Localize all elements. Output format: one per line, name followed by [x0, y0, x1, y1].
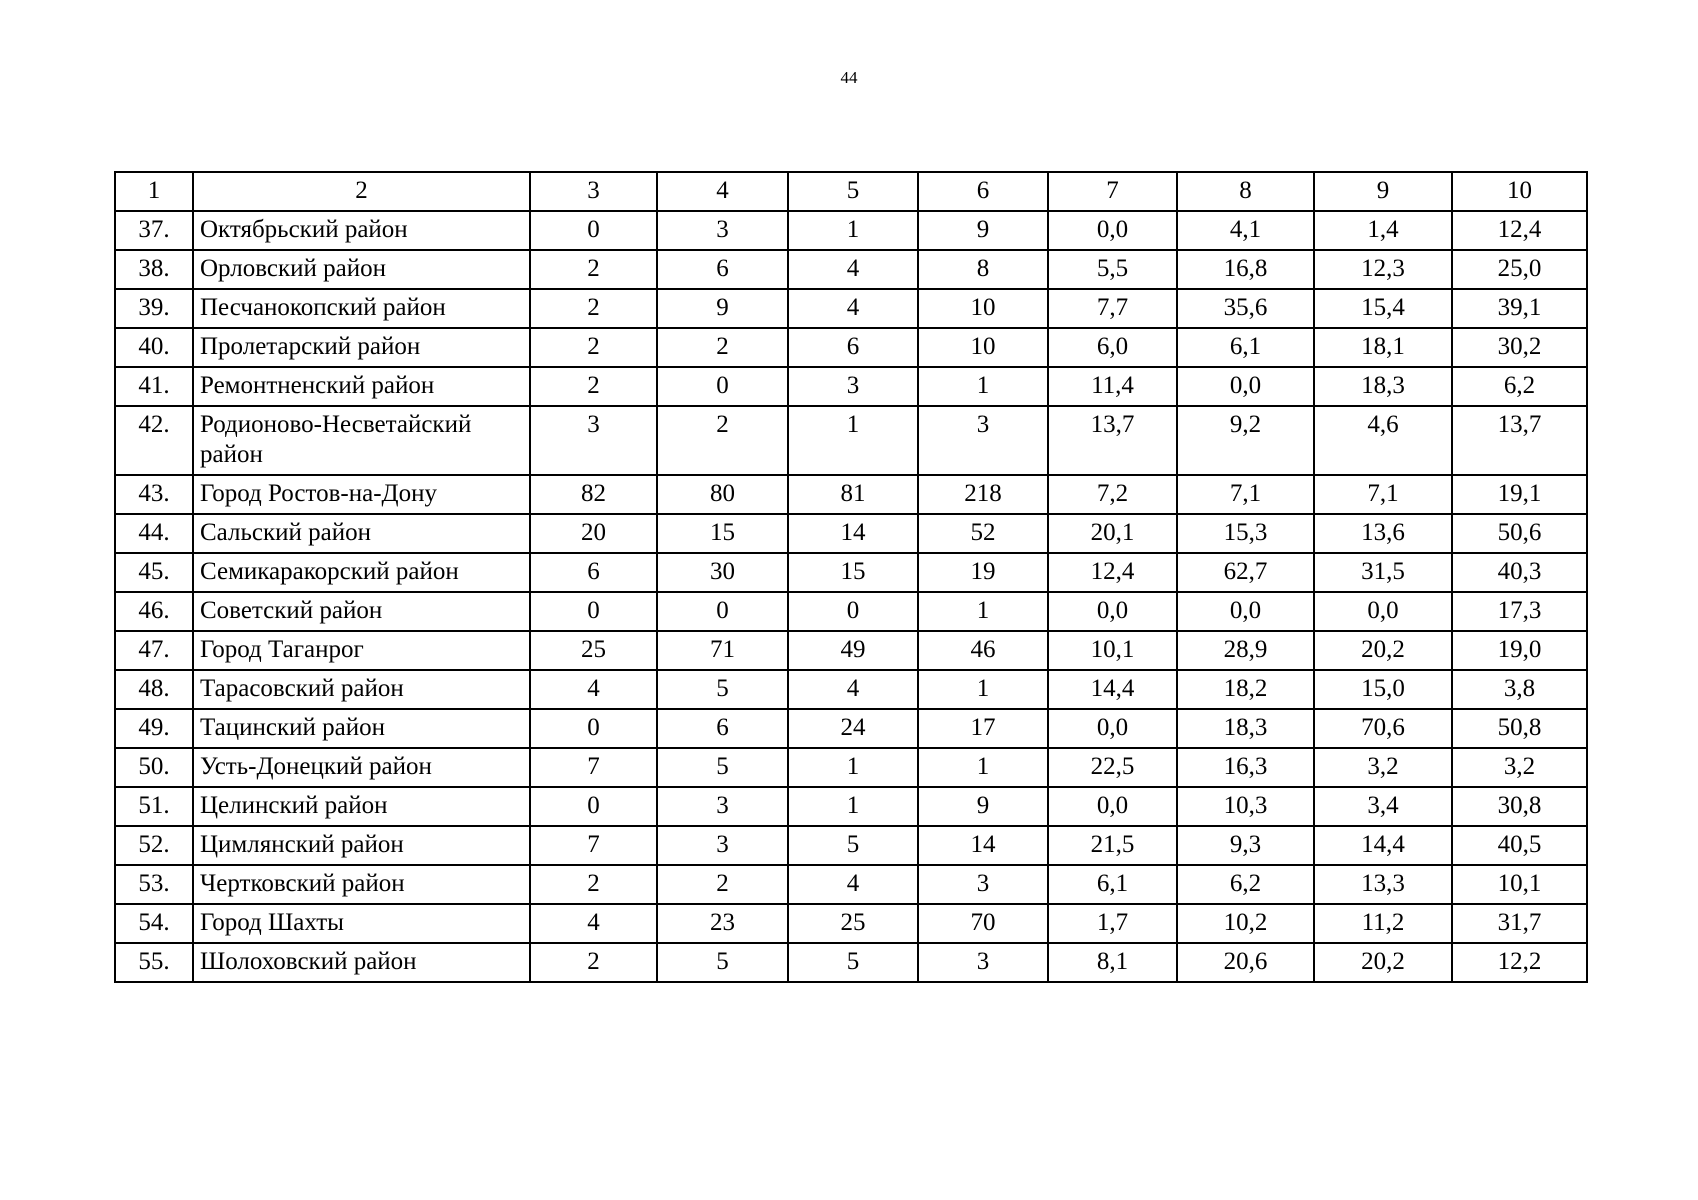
- value-col-7-cell: 5,5: [1048, 250, 1177, 289]
- value-col-4-cell: 0: [657, 592, 788, 631]
- value-col-7-cell: 21,5: [1048, 826, 1177, 865]
- column-header-4: 4: [657, 172, 788, 211]
- column-header-1: 1: [115, 172, 193, 211]
- value-col-3-cell: 2: [530, 865, 657, 904]
- table-row: [115, 631, 1587, 670]
- value-col-5-cell: 81: [788, 475, 918, 514]
- value-col-9-cell: 20,2: [1314, 943, 1452, 982]
- value-col-8-cell: 18,3: [1177, 709, 1314, 748]
- row-number-cell: 55.: [115, 943, 193, 982]
- district-name-cell: Целинский район: [193, 787, 530, 826]
- value-col-9-cell: 3,2: [1314, 748, 1452, 787]
- district-name-cell: Чертковский район: [193, 865, 530, 904]
- district-name-cell: Октябрьский район: [193, 211, 530, 250]
- column-header-2: 2: [193, 172, 530, 211]
- column-header-10: 10: [1452, 172, 1587, 211]
- value-col-6-cell: 218: [918, 475, 1048, 514]
- value-col-5-cell: 14: [788, 514, 918, 553]
- value-col-8-cell: 0,0: [1177, 592, 1314, 631]
- row-number-cell: 48.: [115, 670, 193, 709]
- value-col-4-cell: 3: [657, 826, 788, 865]
- district-name-cell: Песчанокопский район: [193, 289, 530, 328]
- value-col-9-cell: 13,6: [1314, 514, 1452, 553]
- table-row: [115, 553, 1587, 592]
- district-name-cell: Сальский район: [193, 514, 530, 553]
- district-name-cell: Родионово-Несветайский район: [193, 406, 530, 475]
- row-number-cell: 38.: [115, 250, 193, 289]
- value-col-10-cell: 40,3: [1452, 553, 1587, 592]
- value-col-10-cell: 39,1: [1452, 289, 1587, 328]
- district-name-cell: Семикаракорский район: [193, 553, 530, 592]
- value-col-7-cell: 0,0: [1048, 787, 1177, 826]
- value-col-3-cell: 4: [530, 904, 657, 943]
- district-name-cell: Тарасовский район: [193, 670, 530, 709]
- row-number-cell: 37.: [115, 211, 193, 250]
- value-col-6-cell: 14: [918, 826, 1048, 865]
- value-col-4-cell: 5: [657, 943, 788, 982]
- row-number-cell: 46.: [115, 592, 193, 631]
- table-row: [115, 250, 1587, 289]
- value-col-6-cell: 46: [918, 631, 1048, 670]
- value-col-7-cell: 10,1: [1048, 631, 1177, 670]
- row-number-cell: 49.: [115, 709, 193, 748]
- value-col-10-cell: 30,8: [1452, 787, 1587, 826]
- table-row: [115, 826, 1587, 865]
- value-col-7-cell: 11,4: [1048, 367, 1177, 406]
- value-col-4-cell: 0: [657, 367, 788, 406]
- value-col-8-cell: 15,3: [1177, 514, 1314, 553]
- value-col-5-cell: 4: [788, 250, 918, 289]
- value-col-10-cell: 3,2: [1452, 748, 1587, 787]
- value-col-7-cell: 7,7: [1048, 289, 1177, 328]
- value-col-6-cell: 1: [918, 670, 1048, 709]
- table-row: [115, 475, 1587, 514]
- value-col-10-cell: 30,2: [1452, 328, 1587, 367]
- value-col-10-cell: 13,7: [1452, 406, 1587, 475]
- value-col-10-cell: 40,5: [1452, 826, 1587, 865]
- value-col-3-cell: 2: [530, 367, 657, 406]
- value-col-7-cell: 6,0: [1048, 328, 1177, 367]
- value-col-4-cell: 71: [657, 631, 788, 670]
- row-number-cell: 54.: [115, 904, 193, 943]
- value-col-7-cell: 7,2: [1048, 475, 1177, 514]
- value-col-5-cell: 4: [788, 289, 918, 328]
- table-row: [115, 514, 1587, 553]
- value-col-9-cell: 14,4: [1314, 826, 1452, 865]
- value-col-6-cell: 9: [918, 211, 1048, 250]
- value-col-4-cell: 2: [657, 865, 788, 904]
- table-row: [115, 367, 1587, 406]
- value-col-10-cell: 12,4: [1452, 211, 1587, 250]
- value-col-8-cell: 10,2: [1177, 904, 1314, 943]
- value-col-5-cell: 0: [788, 592, 918, 631]
- row-number-cell: 47.: [115, 631, 193, 670]
- row-number-cell: 41.: [115, 367, 193, 406]
- data-table: [114, 171, 1588, 983]
- table-row: [115, 406, 1587, 475]
- table-row: [115, 328, 1587, 367]
- row-number-cell: 45.: [115, 553, 193, 592]
- value-col-4-cell: 5: [657, 748, 788, 787]
- value-col-9-cell: 15,0: [1314, 670, 1452, 709]
- value-col-4-cell: 3: [657, 211, 788, 250]
- row-number-cell: 40.: [115, 328, 193, 367]
- value-col-6-cell: 19: [918, 553, 1048, 592]
- value-col-5-cell: 5: [788, 826, 918, 865]
- value-col-9-cell: 18,1: [1314, 328, 1452, 367]
- value-col-5-cell: 1: [788, 406, 918, 475]
- column-header-8: 8: [1177, 172, 1314, 211]
- value-col-5-cell: 4: [788, 865, 918, 904]
- value-col-6-cell: 8: [918, 250, 1048, 289]
- column-header-3: 3: [530, 172, 657, 211]
- value-col-9-cell: 13,3: [1314, 865, 1452, 904]
- value-col-7-cell: 0,0: [1048, 592, 1177, 631]
- district-name-cell: Усть-Донецкий район: [193, 748, 530, 787]
- district-name-cell: Город Шахты: [193, 904, 530, 943]
- value-col-5-cell: 3: [788, 367, 918, 406]
- value-col-4-cell: 6: [657, 709, 788, 748]
- value-col-4-cell: 9: [657, 289, 788, 328]
- value-col-4-cell: 80: [657, 475, 788, 514]
- row-number-cell: 42.: [115, 406, 193, 475]
- value-col-10-cell: 19,0: [1452, 631, 1587, 670]
- value-col-9-cell: 70,6: [1314, 709, 1452, 748]
- value-col-3-cell: 0: [530, 787, 657, 826]
- value-col-6-cell: 52: [918, 514, 1048, 553]
- value-col-7-cell: 14,4: [1048, 670, 1177, 709]
- value-col-3-cell: 2: [530, 328, 657, 367]
- table-body: [115, 211, 1587, 982]
- value-col-5-cell: 5: [788, 943, 918, 982]
- value-col-4-cell: 3: [657, 787, 788, 826]
- row-number-cell: 43.: [115, 475, 193, 514]
- table-row: [115, 865, 1587, 904]
- value-col-8-cell: 6,1: [1177, 328, 1314, 367]
- column-header-6: 6: [918, 172, 1048, 211]
- value-col-9-cell: 11,2: [1314, 904, 1452, 943]
- district-name-cell: Орловский район: [193, 250, 530, 289]
- value-col-6-cell: 10: [918, 289, 1048, 328]
- table-header: [115, 172, 1587, 211]
- value-col-3-cell: 20: [530, 514, 657, 553]
- value-col-9-cell: 31,5: [1314, 553, 1452, 592]
- value-col-6-cell: 3: [918, 865, 1048, 904]
- value-col-6-cell: 1: [918, 748, 1048, 787]
- table-row: [115, 943, 1587, 982]
- value-col-6-cell: 10: [918, 328, 1048, 367]
- value-col-3-cell: 2: [530, 250, 657, 289]
- district-name-cell: Город Ростов-на-Дону: [193, 475, 530, 514]
- value-col-7-cell: 0,0: [1048, 709, 1177, 748]
- table-row: [115, 748, 1587, 787]
- value-col-7-cell: 13,7: [1048, 406, 1177, 475]
- value-col-4-cell: 30: [657, 553, 788, 592]
- row-number-cell: 51.: [115, 787, 193, 826]
- value-col-8-cell: 20,6: [1177, 943, 1314, 982]
- value-col-9-cell: 12,3: [1314, 250, 1452, 289]
- value-col-5-cell: 1: [788, 211, 918, 250]
- column-header-9: 9: [1314, 172, 1452, 211]
- value-col-5-cell: 15: [788, 553, 918, 592]
- page-number: 44: [840, 68, 858, 87]
- district-name-cell: Пролетарский район: [193, 328, 530, 367]
- value-col-5-cell: 1: [788, 787, 918, 826]
- value-col-4-cell: 15: [657, 514, 788, 553]
- district-name-cell: Советский район: [193, 592, 530, 631]
- value-col-6-cell: 17: [918, 709, 1048, 748]
- value-col-10-cell: 10,1: [1452, 865, 1587, 904]
- value-col-3-cell: 6: [530, 553, 657, 592]
- value-col-9-cell: 1,4: [1314, 211, 1452, 250]
- value-col-4-cell: 5: [657, 670, 788, 709]
- value-col-9-cell: 3,4: [1314, 787, 1452, 826]
- value-col-3-cell: 0: [530, 592, 657, 631]
- table-row: [115, 904, 1587, 943]
- value-col-8-cell: 16,3: [1177, 748, 1314, 787]
- column-header-5: 5: [788, 172, 918, 211]
- value-col-3-cell: 7: [530, 748, 657, 787]
- column-header-7: 7: [1048, 172, 1177, 211]
- table-row: [115, 787, 1587, 826]
- value-col-5-cell: 6: [788, 328, 918, 367]
- value-col-10-cell: 6,2: [1452, 367, 1587, 406]
- value-col-8-cell: 16,8: [1177, 250, 1314, 289]
- value-col-9-cell: 20,2: [1314, 631, 1452, 670]
- header-row: [115, 172, 1587, 211]
- value-col-3-cell: 2: [530, 943, 657, 982]
- row-number-cell: 53.: [115, 865, 193, 904]
- value-col-10-cell: 12,2: [1452, 943, 1587, 982]
- value-col-10-cell: 50,8: [1452, 709, 1587, 748]
- value-col-3-cell: 0: [530, 709, 657, 748]
- value-col-10-cell: 17,3: [1452, 592, 1587, 631]
- value-col-10-cell: 31,7: [1452, 904, 1587, 943]
- value-col-3-cell: 4: [530, 670, 657, 709]
- value-col-7-cell: 6,1: [1048, 865, 1177, 904]
- row-number-cell: 52.: [115, 826, 193, 865]
- table-row: [115, 670, 1587, 709]
- value-col-10-cell: 19,1: [1452, 475, 1587, 514]
- value-col-6-cell: 1: [918, 592, 1048, 631]
- value-col-4-cell: 2: [657, 328, 788, 367]
- value-col-5-cell: 1: [788, 748, 918, 787]
- district-name-cell: Город Таганрог: [193, 631, 530, 670]
- value-col-6-cell: 70: [918, 904, 1048, 943]
- value-col-5-cell: 25: [788, 904, 918, 943]
- district-name-cell: Ремонтненский район: [193, 367, 530, 406]
- value-col-10-cell: 25,0: [1452, 250, 1587, 289]
- table-row: [115, 592, 1587, 631]
- value-col-8-cell: 9,3: [1177, 826, 1314, 865]
- value-col-4-cell: 23: [657, 904, 788, 943]
- value-col-8-cell: 62,7: [1177, 553, 1314, 592]
- value-col-8-cell: 4,1: [1177, 211, 1314, 250]
- row-number-cell: 39.: [115, 289, 193, 328]
- value-col-8-cell: 10,3: [1177, 787, 1314, 826]
- value-col-3-cell: 82: [530, 475, 657, 514]
- value-col-4-cell: 2: [657, 406, 788, 475]
- value-col-6-cell: 3: [918, 406, 1048, 475]
- value-col-3-cell: 25: [530, 631, 657, 670]
- value-col-7-cell: 0,0: [1048, 211, 1177, 250]
- value-col-8-cell: 7,1: [1177, 475, 1314, 514]
- value-col-4-cell: 6: [657, 250, 788, 289]
- value-col-9-cell: 18,3: [1314, 367, 1452, 406]
- value-col-7-cell: 1,7: [1048, 904, 1177, 943]
- value-col-10-cell: 3,8: [1452, 670, 1587, 709]
- table-row: [115, 211, 1587, 250]
- value-col-5-cell: 49: [788, 631, 918, 670]
- value-col-9-cell: 15,4: [1314, 289, 1452, 328]
- row-number-cell: 50.: [115, 748, 193, 787]
- value-col-8-cell: 28,9: [1177, 631, 1314, 670]
- row-number-cell: 44.: [115, 514, 193, 553]
- district-name-cell: Тацинский район: [193, 709, 530, 748]
- table-row: [115, 289, 1587, 328]
- value-col-6-cell: 3: [918, 943, 1048, 982]
- value-col-5-cell: 24: [788, 709, 918, 748]
- value-col-5-cell: 4: [788, 670, 918, 709]
- value-col-3-cell: 3: [530, 406, 657, 475]
- value-col-8-cell: 0,0: [1177, 367, 1314, 406]
- value-col-6-cell: 1: [918, 367, 1048, 406]
- value-col-9-cell: 4,6: [1314, 406, 1452, 475]
- value-col-10-cell: 50,6: [1452, 514, 1587, 553]
- value-col-3-cell: 2: [530, 289, 657, 328]
- district-name-cell: Цимлянский район: [193, 826, 530, 865]
- value-col-7-cell: 22,5: [1048, 748, 1177, 787]
- value-col-8-cell: 9,2: [1177, 406, 1314, 475]
- value-col-3-cell: 0: [530, 211, 657, 250]
- value-col-3-cell: 7: [530, 826, 657, 865]
- value-col-8-cell: 6,2: [1177, 865, 1314, 904]
- value-col-6-cell: 9: [918, 787, 1048, 826]
- value-col-9-cell: 0,0: [1314, 592, 1452, 631]
- value-col-8-cell: 18,2: [1177, 670, 1314, 709]
- district-name-cell: Шолоховский район: [193, 943, 530, 982]
- table-row: [115, 709, 1587, 748]
- value-col-8-cell: 35,6: [1177, 289, 1314, 328]
- value-col-7-cell: 12,4: [1048, 553, 1177, 592]
- value-col-7-cell: 20,1: [1048, 514, 1177, 553]
- value-col-9-cell: 7,1: [1314, 475, 1452, 514]
- value-col-7-cell: 8,1: [1048, 943, 1177, 982]
